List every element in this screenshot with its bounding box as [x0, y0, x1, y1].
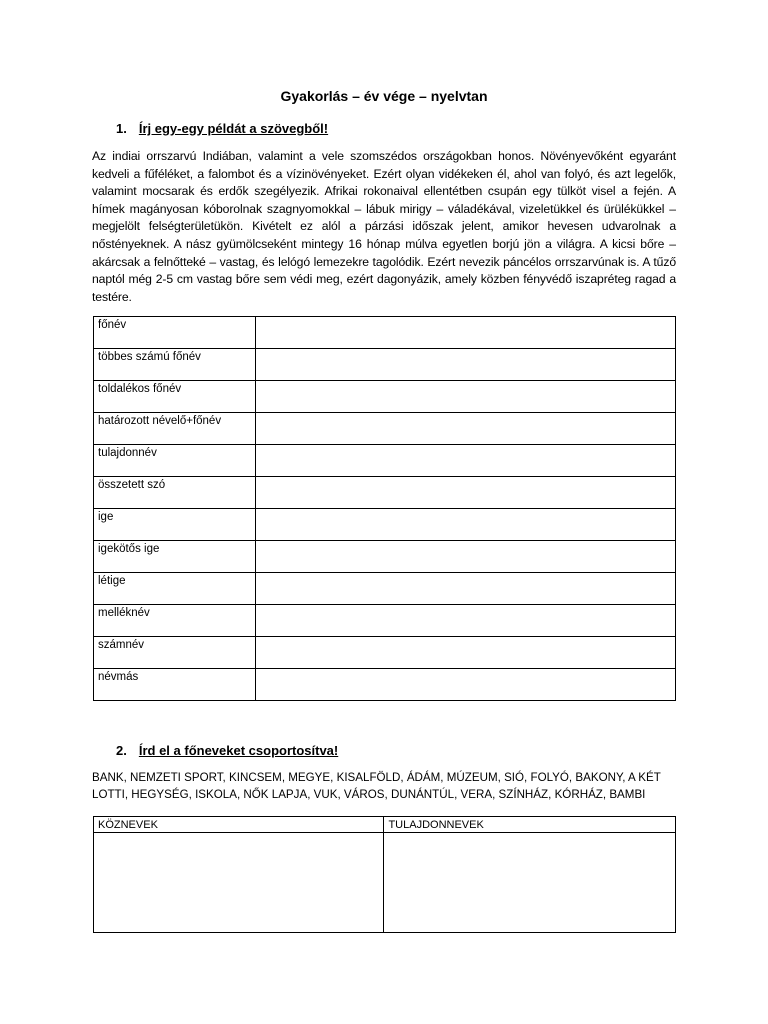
proper-nouns-header: TULAJDONNEVEK	[384, 817, 676, 833]
section-1-instruction: Írj egy-egy példát a szövegből!	[138, 121, 329, 136]
word-example-answer-cell[interactable]	[255, 605, 675, 637]
word-category-label: főnév	[94, 317, 256, 349]
section-2-instruction: Írd el a főneveket csoportosítva!	[138, 743, 339, 758]
word-example-row	[94, 445, 676, 477]
word-example-row	[94, 413, 676, 445]
word-example-answer-cell[interactable]	[255, 477, 675, 509]
word-example-row	[94, 637, 676, 669]
word-example-row	[94, 605, 676, 637]
noun-list: BANK, NEMZETI SPORT, KINCSEM, MEGYE, KISALFÖLD, ÁDÁM, MÚZEUM, SIÓ, FOLYÓ, BAKONY, A KÉT LOTTI, HEGYSÉG, ISKOLA, NŐK LAPJA, VUK, VÁROS, DUNÁNTÚL, VERA, SZÍNHÁZ, KÓRHÁZ, BAMBI	[92, 771, 661, 801]
proper-nouns-answer-cell[interactable]	[384, 833, 676, 933]
word-category-label: ige	[94, 509, 256, 541]
word-example-row	[94, 381, 676, 413]
word-example-answer-cell[interactable]	[255, 349, 675, 381]
word-category-label: többes számú főnév	[94, 349, 256, 381]
word-example-answer-cell[interactable]	[255, 317, 675, 349]
word-category-label: számnév	[94, 637, 256, 669]
noun-groups-table	[93, 816, 676, 933]
word-example-answer-cell[interactable]	[255, 573, 675, 605]
word-example-row	[94, 669, 676, 701]
word-example-row	[94, 541, 676, 573]
word-example-answer-cell[interactable]	[255, 669, 675, 701]
word-example-answer-cell[interactable]	[255, 637, 675, 669]
word-category-label: összetett szó	[94, 477, 256, 509]
word-example-row	[94, 317, 676, 349]
word-example-answer-cell[interactable]	[255, 445, 675, 477]
word-example-answer-cell[interactable]	[255, 509, 675, 541]
word-example-row	[94, 477, 676, 509]
word-category-label: létige	[94, 573, 256, 605]
word-example-answer-cell[interactable]	[255, 381, 675, 413]
word-category-label: névmás	[94, 669, 256, 701]
section-1-number: 1.	[116, 121, 127, 136]
common-nouns-answer-cell[interactable]	[94, 833, 384, 933]
word-example-row	[94, 509, 676, 541]
word-examples-table	[93, 316, 676, 701]
word-category-label: tulajdonnév	[94, 445, 256, 477]
word-category-label: igekötős ige	[94, 541, 256, 573]
common-nouns-header: KÖZNEVEK	[94, 817, 384, 833]
reading-paragraph: Az indiai orrszarvú Indiában, valamint a vele szomszédos országokban honos. Növényevőként egyaránt kedveli a fűféléket, a falombot és a vízinövényeket. Ezért olyan vidékeken él, ahol van folyó, és azt legelők, valamint mocsarak és erdők szegélyezik. Afrikai rokonaival ellentétben csupán egy tülköt visel a fején. A hímek magányosan kóborolnak szagnyomokkal – lábuk mirigy – váladékával, vizeletükkel és ürülékükkel – megjelölt felségterületükön. Kivételt ez alól a párzási időszak jelent, amikor hevesen udvarolnak a nőstényeknek. A nász gyümölcseként mintegy 16 hónap múlva egyetlen borjú jön a világra. A kicsi bőre – akárcsak a felnőtteké – vastag, és lelógó lemezekre tagolódik. Ezért nevezik páncélos orrszarvúnak is. A tűző naptól még 2-5 cm vastag bőre sem védi meg, ezért dagonyázik, amely közben fényvédő iszapréteg ragad a testére.	[92, 149, 676, 304]
word-category-label: melléknév	[94, 605, 256, 637]
word-category-label: toldalékos főnév	[94, 381, 256, 413]
word-example-row	[94, 349, 676, 381]
page-title: Gyakorlás – év vége – nyelvtan	[280, 88, 488, 104]
section-2-number: 2.	[116, 743, 127, 758]
word-example-answer-cell[interactable]	[255, 541, 675, 573]
word-example-answer-cell[interactable]	[255, 413, 675, 445]
section-2-heading	[116, 743, 338, 758]
section-1-heading	[116, 121, 328, 136]
word-category-label: határozott névelő+főnév	[94, 413, 256, 445]
word-example-row	[94, 573, 676, 605]
